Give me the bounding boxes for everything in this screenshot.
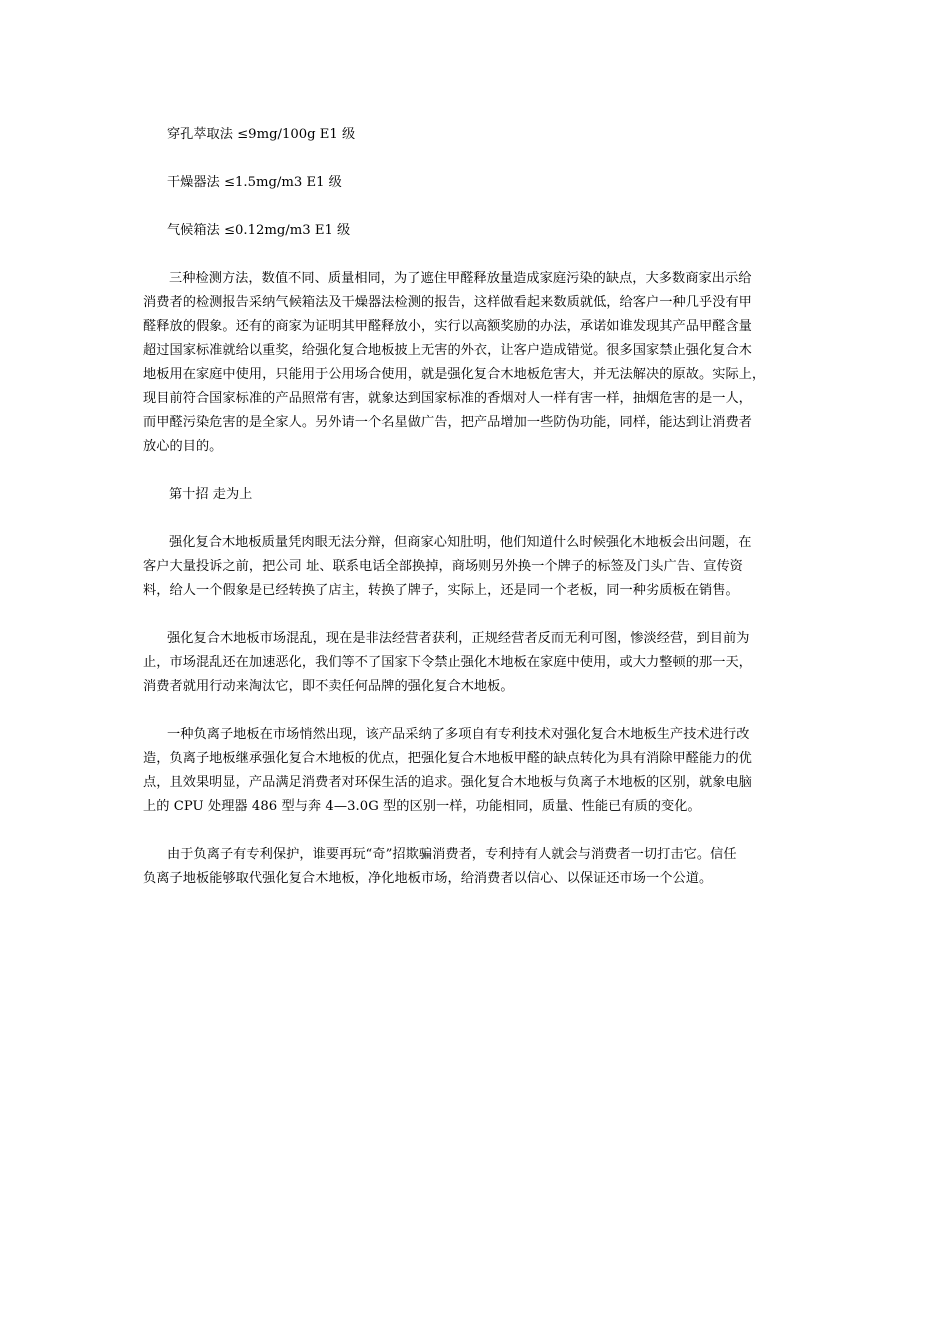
text-line: 三种检测方法，数值不同、质量相同，为了遮住甲醛释放量造成家庭污染的缺点，大多数商家出示给 — [169, 271, 752, 286]
standard-line-perforator: 穿孔萃取法 ≤9mg/100g E1 级 — [167, 127, 356, 142]
text-line: 客户大量投诉之前，把公司 址、联系电话全部换掉，商场则另外换一个牌子的标签及门头广告、宣传资 — [143, 559, 743, 574]
section-heading: 第十招 走为上 — [169, 487, 253, 502]
paragraph-testing-methods — [143, 267, 809, 459]
text-line: 一种负离子地板在市场悄然出现，该产品采纳了多项自有专利技术对强化复合木地板生产技术进行改 — [167, 727, 750, 742]
text-line: 消费者的检测报告采纳气候箱法及干燥器法检测的报告，这样做看起来数质就低，给客户一种几乎没有甲 — [143, 295, 752, 310]
paragraph-patent-protection — [143, 843, 809, 891]
text-line: 负离子地板能够取代强化复合木地板，净化地板市场，给消费者以信心、以保证还市场一个公道。 — [143, 871, 713, 886]
paragraph-market-chaos — [143, 627, 809, 699]
text-line: 止，市场混乱还在加速恶化，我们等不了国家下令禁止强化木地板在家庭中使用，或大力整顿的那一天， — [143, 655, 752, 670]
text-line: 地板用在家庭中使用，只能用于公用场合使用，就是强化复合木地板危害大，并无法解决的原故。实际上， — [143, 367, 766, 382]
standard-line-desiccator: 干燥器法 ≤1.5mg/m3 E1 级 — [167, 175, 342, 190]
paragraph-run-away — [143, 531, 809, 603]
text-line: 醛释放的假象。还有的商家为证明其甲醛释放小，实行以高额奖励的办法，承诺如谁发现其产品甲醛含量 — [143, 319, 752, 334]
text-line: 现目前符合国家标准的产品照常有害，就象达到国家标准的香烟对人一样有害一样，抽烟危害的是一人， — [143, 391, 752, 406]
text-line: 超过国家标准就给以重奖，给强化复合地板披上无害的外衣，让客户造成错觉。很多国家禁止强化复合木 — [143, 343, 752, 358]
text-line: 点，且效果明显，产品满足消费者对环保生活的追求。强化复合木地板与负离子木地板的区别，就象电脑 — [143, 775, 752, 790]
paragraph-negative-ion-floor — [143, 723, 809, 819]
document-body — [143, 123, 809, 891]
text-line: 由于负离子有专利保护，谁要再玩“奇”招欺骗消费者，专利持有人就会与消费者一切打击它。信任 — [167, 847, 737, 862]
text-line: 料，给人一个假象是已经转换了店主，转换了牌子，实际上，还是同一个老板，同一种劣质板在销售。 — [143, 583, 739, 598]
standard-line-climate-chamber: 气候箱法 ≤0.12mg/m3 E1 级 — [167, 223, 351, 238]
text-line: 消费者就用行动来淘汰它，即不卖任何品牌的强化复合木地板。 — [143, 679, 514, 694]
text-line: 强化复合木地板市场混乱，现在是非法经营者获利，正规经营者反而无利可图，惨淡经营，到目前为 — [167, 631, 750, 646]
text-line: 造，负离子地板继承强化复合木地板的优点，把强化复合木地板甲醛的缺点转化为具有消除甲醛能力的优 — [143, 751, 752, 766]
text-line: 放心的目的。 — [143, 439, 223, 454]
text-line: 而甲醛污染危害的是全家人。另外请一个名星做广告，把产品增加一些防伪功能，同样，能达到让消费者 — [143, 415, 752, 430]
text-line: 强化复合木地板质量凭肉眼无法分辩，但商家心知肚明，他们知道什么时候强化木地板会出问题，在 — [169, 535, 752, 550]
text-line: 上的 CPU 处理器 486 型与奔 4—3.0G 型的区别一样，功能相同，质量、性能已有质的变化。 — [143, 799, 701, 814]
